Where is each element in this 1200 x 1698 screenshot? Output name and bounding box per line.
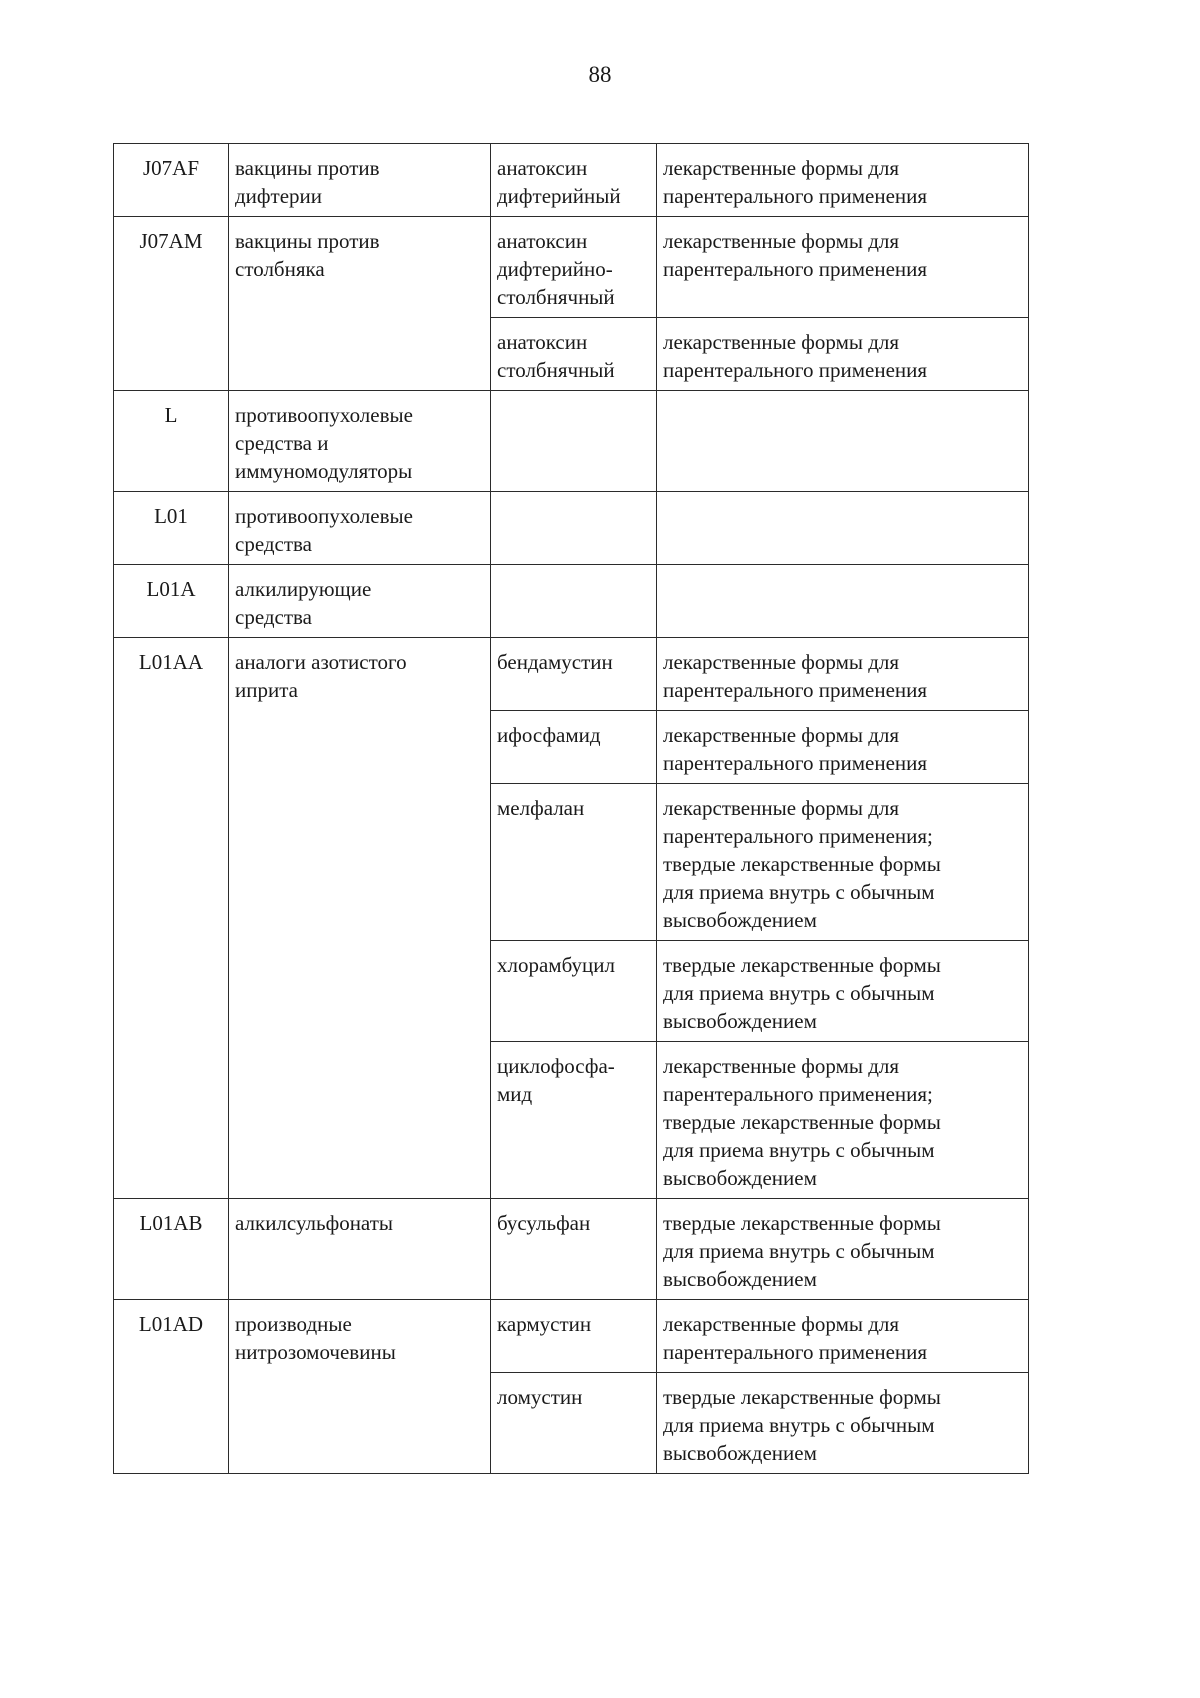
drug-name-cell: бендамустин [491,638,657,711]
page-number: 88 [588,62,612,87]
dosage-form-cell [657,492,1029,565]
drug-name-cell: циклофосфа- мид [491,1042,657,1199]
atc-code-cell: L01 [114,492,229,565]
drug-name-cell: ломустин [491,1373,657,1474]
table-row [114,217,1029,318]
atc-code-cell: L01AB [114,1199,229,1300]
dosage-form-cell [657,391,1029,492]
atc-code-cell: J07AF [114,144,229,217]
group-name-cell: алкилирующие средства [229,565,491,638]
table-body [114,144,1029,1474]
atc-code-cell: L01AD [114,1300,229,1474]
table-row [114,144,1029,217]
group-name-cell: вакцины против дифтерии [229,144,491,217]
dosage-form-cell: твердые лекарственные формы для приема внутрь с обычным высвобождением [657,941,1029,1042]
group-name-cell: производные нитрозомочевины [229,1300,491,1474]
dosage-form-cell: лекарственные формы для парентерального применения; твердые лекарственные формы для приема внутрь с обычным высвобождением [657,784,1029,941]
drug-table [113,143,1029,1474]
dosage-form-cell: лекарственные формы для парентерального применения [657,1300,1029,1373]
group-name-cell: аналоги азотистого иприта [229,638,491,1199]
drug-name-cell [491,492,657,565]
drug-name-cell: ифосфамид [491,711,657,784]
drug-name-cell: бусульфан [491,1199,657,1300]
table-row [114,565,1029,638]
table-row [114,1300,1029,1373]
drug-name-cell: кармустин [491,1300,657,1373]
table-row [114,1199,1029,1300]
drug-name-cell [491,565,657,638]
atc-code-cell: L01A [114,565,229,638]
dosage-form-cell: лекарственные формы для парентерального применения [657,144,1029,217]
group-name-cell: алкилсульфонаты [229,1199,491,1300]
drug-name-cell: анатоксин дифтерийно- столбнячный [491,217,657,318]
group-name-cell: вакцины против столбняка [229,217,491,391]
drug-name-cell: анатоксин дифтерийный [491,144,657,217]
dosage-form-cell: лекарственные формы для парентерального применения [657,217,1029,318]
atc-code-cell: J07AM [114,217,229,391]
dosage-form-cell: лекарственные формы для парентерального применения [657,638,1029,711]
drug-name-cell: хлорамбуцил [491,941,657,1042]
drug-name-cell: анатоксин столбнячный [491,318,657,391]
group-name-cell: противоопухолевые средства и иммуномодуляторы [229,391,491,492]
dosage-form-cell: твердые лекарственные формы для приема внутрь с обычным высвобождением [657,1373,1029,1474]
drug-name-cell [491,391,657,492]
table-row [114,492,1029,565]
dosage-form-cell: лекарственные формы для парентерального применения; твердые лекарственные формы для приема внутрь с обычным высвобождением [657,1042,1029,1199]
dosage-form-cell: лекарственные формы для парентерального применения [657,711,1029,784]
table-row [114,391,1029,492]
dosage-form-cell: лекарственные формы для парентерального применения [657,318,1029,391]
dosage-form-cell: твердые лекарственные формы для приема внутрь с обычным высвобождением [657,1199,1029,1300]
group-name-cell: противоопухолевые средства [229,492,491,565]
table-row [114,638,1029,711]
drug-name-cell: мелфалан [491,784,657,941]
atc-code-cell: L01AA [114,638,229,1199]
atc-code-cell: L [114,391,229,492]
dosage-form-cell [657,565,1029,638]
